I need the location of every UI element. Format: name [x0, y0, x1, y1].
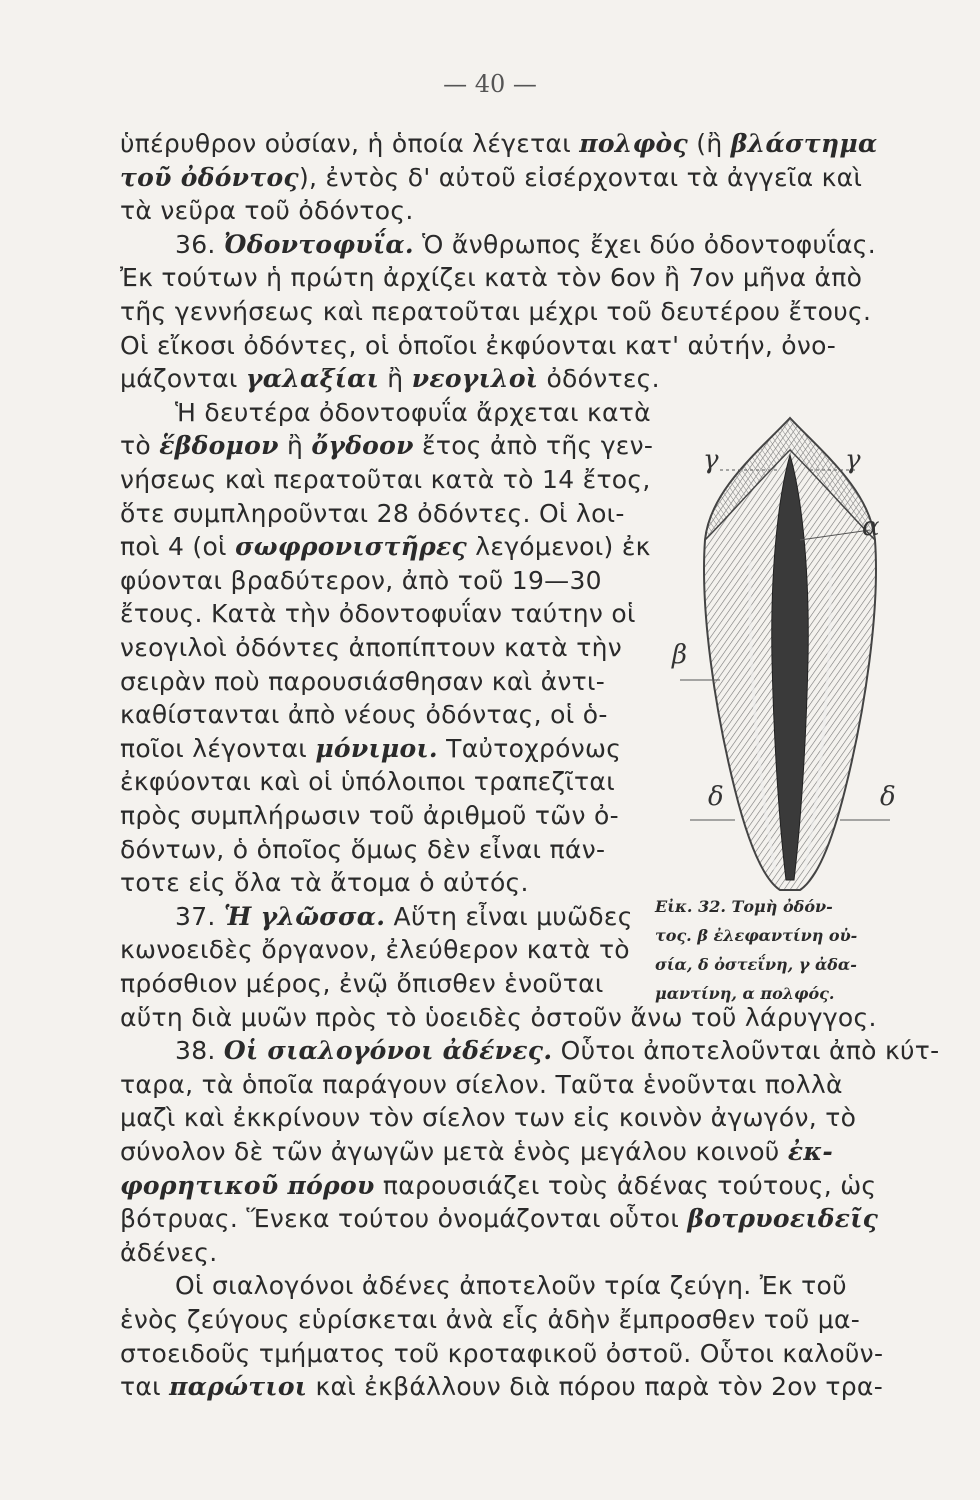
text-line [120, 531, 651, 563]
text-segment: Οὗτοι ἀποτελοῦνται ἀπὸ κύτ- [552, 1036, 940, 1066]
text-line [120, 195, 414, 227]
tooth-section-figure [680, 410, 900, 900]
text-segment: καθίστανται ἀπὸ νέους ὀδόντας, οἱ ὁ- [120, 700, 608, 730]
text-segment: ἔτους. Κατὰ τὴν ὀδοντοφυΐαν ταύτην οἱ [120, 599, 636, 629]
label-delta-left: δ [708, 782, 724, 812]
text-line [120, 699, 608, 731]
text-segment: τῆς γεννήσεως καὶ περατοῦται μέχρι τοῦ δευτέρου ἔτους. [120, 297, 872, 326]
text-segment: ἢ [379, 364, 412, 394]
text-line [120, 430, 653, 462]
emphasis-term: πολφὸς [579, 129, 689, 158]
text-segment: παρουσιάζει τοὺς ἀδένας τούτους, ὡς [374, 1170, 877, 1200]
text-segment: 36. [175, 229, 224, 259]
text-segment: σύνολον δὲ τῶν ἀγωγῶν μετὰ ἑνὸς μεγάλου κοινοῦ [120, 1137, 788, 1166]
text-line [120, 330, 836, 362]
emphasis-term: ἕβδομον [159, 431, 279, 461]
emphasis-term: σωφρονιστῆρες [235, 532, 468, 562]
text-segment: Οἱ σιαλογόνοι ἀδένες ἀποτελοῦν τρία ζεύγη. Ἐκ τοῦ [175, 1271, 847, 1301]
emphasis-term: Ἡ γλῶσσα. [223, 901, 386, 931]
text-line [175, 1270, 847, 1302]
text-segment: Αὕτη εἶναι μυῶδες [385, 901, 633, 931]
label-gamma-left: γ [703, 445, 719, 475]
text-segment: ἀδένες. [120, 1237, 218, 1267]
text-line [120, 1371, 883, 1403]
emphasis-term: ὄγδοον [311, 431, 414, 461]
text-segment: ), ἐντὸς δ' αὐτοῦ εἰσέρχονται τὰ ἀγγεῖα καὶ [298, 162, 863, 192]
label-alpha: α [862, 512, 880, 542]
emphasis-term: τοῦ ὀδόντος [120, 162, 299, 192]
text-line [120, 565, 602, 597]
text-segment: πρόσθιον μέρος, ἐνῷ ὄπισθεν ἑνοῦται [120, 969, 604, 998]
text-line [120, 632, 622, 664]
text-segment: τὸ [120, 431, 160, 461]
label-gamma-right: γ [845, 445, 861, 475]
label-beta: β [672, 640, 688, 670]
text-line [120, 1069, 843, 1101]
text-line [120, 968, 604, 1000]
text-line [120, 1102, 856, 1134]
text-line [120, 867, 529, 899]
text-segment: πρὸς συμπλήρωσιν τοῦ ἀριθμοῦ τῶν ὀ- [120, 801, 619, 830]
text-segment: τοτε εἰς ὅλα τὰ ἄτομα ὁ αὐτός. [120, 868, 529, 898]
text-segment: Ἡ δευτέρα ὀδοντοφυΐα ἄρχεται κατὰ [175, 397, 651, 427]
text-line [175, 229, 876, 261]
text-segment: νήσεως καὶ περατοῦται κατὰ τὸ 14 ἔτος, [120, 465, 651, 494]
text-line [120, 834, 605, 866]
text-line [120, 598, 636, 630]
emphasis-term: γαλαξίαι [245, 364, 380, 394]
text-segment: ὅτε συμπληροῦνται 28 ὀδόντες. Οἱ λοι- [120, 498, 625, 528]
text-segment: 37. [175, 901, 224, 931]
text-segment: δόντων, ὁ ὁποῖος ὅμως δὲν εἶναι πάν- [120, 834, 606, 864]
text-line [120, 1136, 833, 1168]
text-segment: Οἱ εἴκοσι ὀδόντες, οἱ ὁποῖοι ἐκφύονται κατ' αὐτήν, ὀνο- [120, 330, 837, 360]
text-segment: ται [120, 1372, 170, 1402]
text-line [120, 296, 871, 328]
text-segment: ἔτος ἀπὸ τῆς γεν- [413, 431, 654, 461]
text-segment: ὑπέρυθρον οὐσίαν, ἡ ὁποία λέγεται [120, 129, 580, 158]
text-segment: κωνοειδὲς ὄργανον, ἐλεύθερον κατὰ τὸ [120, 935, 630, 965]
emphasis-term: παρώτιοι [169, 1372, 308, 1402]
emphasis-term: Ὀδοντοφυΐα. [223, 229, 414, 259]
text-segment: καὶ ἐκβάλλουν διὰ πόρου παρὰ τὸν 2ον τρα- [307, 1372, 884, 1402]
label-delta-right: δ [880, 782, 896, 812]
text-line [120, 1338, 883, 1370]
text-line [120, 1237, 218, 1269]
emphasis-term: βοτρυοειδεῖς [687, 1204, 879, 1234]
text-line [120, 262, 862, 294]
text-segment: μαζὶ καὶ ἐκκρίνουν τὸν σίελον των εἰς κοινὸν ἀγωγόν, τὸ [120, 1103, 857, 1133]
text-segment: ὀδόντες. [538, 364, 660, 394]
text-line [120, 128, 878, 160]
caption-line: τος. β ἐλεφαντίνη οὐ- [655, 926, 858, 945]
text-line [120, 766, 615, 798]
text-segment: Ἐκ τούτων ἡ πρώτη ἀρχίζει κατὰ τὸν 6ον ἢ 7ον μῆνα ἀπὸ [120, 263, 863, 293]
caption-line: μαντίνη, α πολφός. [655, 984, 835, 1003]
emphasis-term: Οἱ σιαλογόνοι ἀδένες. [223, 1036, 553, 1066]
text-segment: φύονται βραδύτερον, ἀπὸ τοῦ 19—30 [120, 565, 602, 595]
emphasis-term: ἐκ- [787, 1137, 834, 1166]
text-segment: ταρα, τὰ ὁποῖα παράγουν σίελον. Ταῦτα ἑνοῦνται πολλὰ [120, 1069, 843, 1099]
text-line [120, 733, 621, 765]
text-segment: νεογιλοὶ ὀδόντες ἀποπίπτουν κατὰ τὴν [120, 633, 623, 662]
text-line [175, 901, 633, 933]
text-segment: ποῖοι λέγονται [120, 733, 316, 763]
text-segment: ποὶ 4 (οἱ [120, 532, 236, 562]
text-line [175, 397, 651, 429]
text-line [120, 464, 651, 496]
text-segment: ἑνὸς ζεύγους εὑρίσκεται ἀνὰ εἷς ἀδὴν ἔμπροσθεν τοῦ μα- [120, 1305, 861, 1334]
caption-line: σία, δ ὀστεΐνη, γ ἀδα- [655, 955, 857, 974]
text-segment: 38. [175, 1036, 224, 1066]
text-line [120, 498, 625, 530]
text-segment: αὕτη διὰ μυῶν πρὸς τὸ ὑοειδὲς ὀστοῦν ἄνω τοῦ λάρυγγος. [120, 1002, 877, 1032]
text-segment: Ὁ ἄνθρωπος ἔχει δύο ὀδοντοφυΐας. [413, 229, 877, 259]
caption-line: Εἰκ. 32. Τομὴ ὀδόν- [655, 897, 833, 916]
text-segment: ἢ [278, 431, 312, 461]
text-line [120, 1304, 860, 1336]
text-line [120, 1170, 876, 1202]
text-line [120, 666, 605, 698]
text-segment: Ταὐτοχρόνως [437, 733, 622, 763]
text-line [120, 934, 630, 966]
text-segment: (ἢ [688, 129, 731, 158]
text-segment: μάζονται [120, 364, 246, 394]
emphasis-term: βλάστημα [730, 129, 878, 158]
text-segment: ἐκφύονται καὶ οἱ ὑπόλοιποι τραπεζῖται [120, 767, 615, 797]
text-segment: στοειδοῦς τμήματος τοῦ κροταφικοῦ ὀστοῦ. Οὗτοι καλοῦν- [120, 1338, 884, 1368]
text-segment: λεγόμενοι) ἐκ [467, 532, 651, 562]
text-line [120, 363, 660, 395]
emphasis-term: φορητικοῦ πόρου [120, 1170, 375, 1200]
text-segment: βότρυας. Ἕνεκα τούτου ὀνομάζονται οὗτοι [120, 1204, 688, 1234]
emphasis-term: μόνιμοι. [315, 733, 438, 763]
text-line [175, 1035, 939, 1067]
text-line [120, 1203, 878, 1235]
emphasis-term: νεογιλοὶ [411, 364, 539, 394]
text-line [120, 162, 862, 194]
page-number: — 40 — [443, 70, 537, 98]
text-line [120, 800, 619, 832]
text-segment: τὰ νεῦρα τοῦ ὀδόντος. [120, 196, 414, 226]
text-segment: σειρὰν ποὺ παρουσιάσθησαν καὶ ἀντι- [120, 666, 606, 696]
